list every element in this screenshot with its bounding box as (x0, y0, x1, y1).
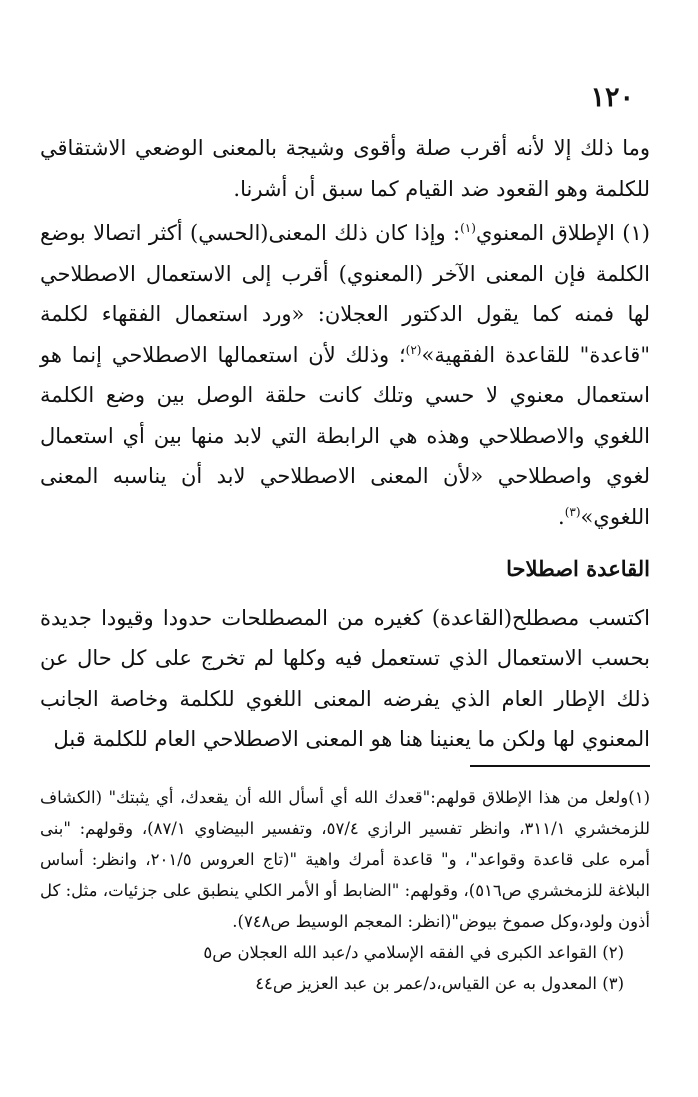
footnote-divider (470, 765, 650, 767)
paragraph-1: وما ذلك إلا لأنه أقرب صلة وأقوى وشيجة بالمعنى الوضعي الاشتقاقي للكلمة وهو القعود ضد القيام كما سبق أن أشرنا. (40, 136, 650, 201)
section-heading: القاعدة اصطلاحا (506, 556, 650, 581)
footnote-2: (٢) القواعد الكبرى في الفقه الإسلامي د/عبد الله العجلان ص٥ (203, 943, 624, 962)
page-number: ١٢٠ (590, 82, 634, 113)
paragraph-3: اكتسب مصطلح(القاعدة) كغيره من المصطلحات حدودا وقيودا جديدة بحسب الاستعمال الذي تستعمل فيه وكلها لم تخرج على كل حال عن ذلك الإطار العام الذي يفرضه المعنى اللغوي للكلمة وخاصة الجانب المعنوي لها ولكن ما يعنينا هنا هو المعنى الاصطلاحي العام للكلمة قبل (40, 605, 650, 751)
footnote-ref-3[interactable]: (٣) (564, 504, 581, 519)
paragraph-2-part-a: (١) الإطلاق المعنوي (475, 221, 650, 245)
footnote-3: (٣) المعدول به عن القياس،د/عمر بن عبد العزيز ص٤٤ (255, 974, 624, 993)
footnote-1: (١)ولعل من هذا الإطلاق قولهم:"قعدك الله أي أسأل الله أن يقعدك، أي يثبتك" (الكشاف للزمخشري ٣١١/١، وانظر تفسير الرازي ٥٧/٤، وتفسير البيضاوي ٨٧/١)، وقولهم: "بنى أمره على قاعدة وقواعد"، و" قاعدة أمرك واهية "(تاج العروس ٢٠١/٥، وانظر: أساس البلاغة للزمخشري ص٥١٦)، وقولهم: "الضابط أو الأمر الكلي ينطبق على جزئيات، مثل: كل أذون ولود،وكل صموخ بيوض"(انظر: المعجم الوسيط ص٧٤٨). (40, 788, 651, 931)
paragraph-2-part-d: . (558, 504, 565, 529)
paragraph-2-part-b: : وإذا كان ذلك المعنى(الحسي) أكثر اتصالا بوضع الكلمة فإن المعنى الآخر (المعنوي) أقرب إلى الاستعمال الاصطلاحي لها فمنه كما يقول الدكتور العجلان: «ورد استعمال الفقهاء لكلمة "قاعدة" للقاعدة الفقهية» (40, 221, 650, 367)
footnote-ref-2[interactable]: (٢) (405, 342, 422, 357)
paragraph-2 (40, 213, 650, 537)
footnotes (40, 782, 650, 999)
main-text (40, 128, 650, 760)
footnote-ref-1[interactable]: (١) (460, 221, 476, 235)
paragraph-2-part-c: ؛ وذلك لأن استعمالها الاصطلاحي إنما هو استعمال معنوي لا حسي وتلك كانت حلقة الوصل بين وضع الكلمة اللغوي والاصطلاحي وهذه هي الرابطة التي لابد منها بين أي استعمال لغوي واصطلاحي «لأن المعنى الاصطلاحي لابد أن يناسبه المعنى اللغوي» (40, 342, 650, 529)
